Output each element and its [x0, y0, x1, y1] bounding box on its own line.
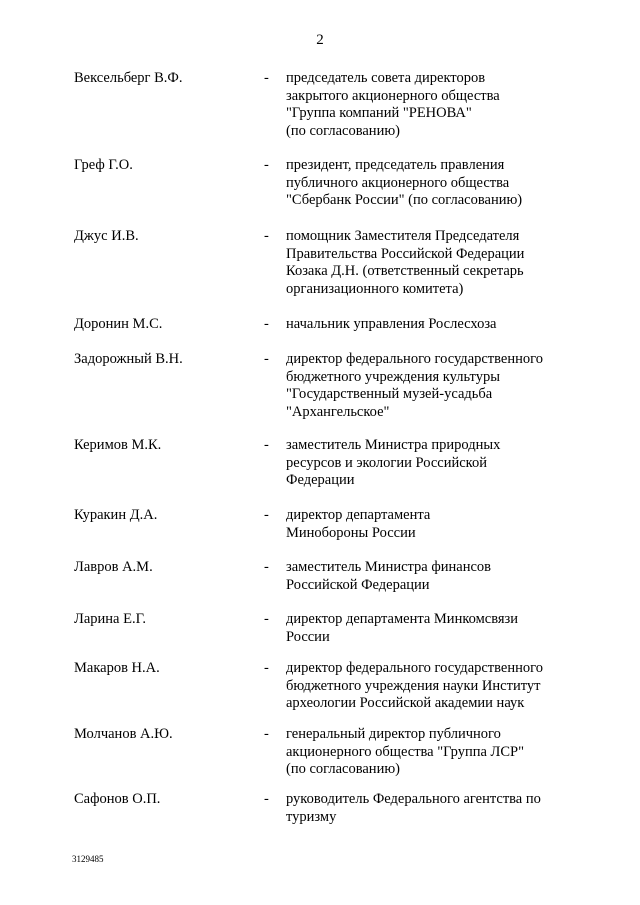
member-entry — [74, 559, 594, 594]
role-line: заместитель Министра природных — [286, 437, 501, 453]
member-name: Керимов М.К. — [74, 437, 162, 453]
dash-separator: - — [264, 611, 269, 627]
member-role — [286, 70, 594, 140]
member-entry — [74, 660, 594, 713]
role-line: (по согласованию) — [286, 122, 400, 139]
member-role — [286, 157, 594, 210]
role-line: заместитель Министра финансов — [286, 559, 491, 575]
role-line: "Архангельское" — [286, 403, 390, 420]
member-name: Молчанов А.Ю. — [74, 726, 173, 742]
member-entry — [74, 611, 594, 646]
role-line: туризму — [286, 808, 337, 825]
dash-separator: - — [264, 559, 269, 575]
page-number: 2 — [316, 32, 324, 48]
member-entry — [74, 157, 594, 210]
dash-separator: - — [264, 157, 269, 173]
member-entry — [74, 228, 594, 298]
role-line: "Государственный музей-усадьба — [286, 386, 493, 403]
member-role — [286, 660, 594, 713]
role-line: председатель совета директоров — [286, 70, 486, 86]
member-role — [286, 791, 594, 826]
role-line: директор федерального государственного — [286, 660, 543, 676]
member-entry — [74, 791, 594, 826]
dash-separator: - — [264, 228, 269, 244]
role-line: Минобороны России — [286, 524, 416, 541]
member-name: Лавров А.М. — [74, 559, 153, 575]
member-entry — [74, 507, 594, 542]
member-name: Куракин Д.А. — [74, 507, 158, 523]
member-role — [286, 437, 594, 490]
dash-separator: - — [264, 70, 269, 86]
dash-separator: - — [264, 316, 269, 332]
role-line: помощник Заместителя Председателя — [286, 228, 520, 244]
role-line: публичного акционерного общества — [286, 174, 510, 191]
member-entry — [74, 316, 594, 334]
member-name: Задорожный В.Н. — [74, 351, 183, 367]
member-role — [286, 228, 594, 298]
role-line: организационного комитета) — [286, 280, 464, 297]
role-line: Российской Федерации — [286, 576, 430, 593]
role-line: Федерации — [286, 472, 355, 489]
member-name: Ларина Е.Г. — [74, 611, 146, 627]
role-line: (по согласованию) — [286, 761, 400, 778]
role-line: руководитель Федерального агентства по — [286, 791, 541, 807]
member-role — [286, 507, 594, 542]
dash-separator: - — [264, 437, 269, 453]
member-name: Доронин М.С. — [74, 316, 163, 332]
member-name: Сафонов О.П. — [74, 791, 161, 807]
dash-separator: - — [264, 726, 269, 742]
document-code: 3129485 — [72, 854, 104, 864]
member-role — [286, 726, 594, 779]
dash-separator: - — [264, 791, 269, 807]
member-name: Макаров Н.А. — [74, 660, 160, 676]
member-entry — [74, 351, 594, 421]
role-line: президент, председатель правления — [286, 157, 505, 173]
member-entry — [74, 70, 594, 140]
role-line: археологии Российской академии наук — [286, 695, 525, 712]
role-line: акционерного общества "Группа ЛСР" — [286, 743, 525, 760]
member-entry — [74, 437, 594, 490]
role-line: ресурсов и экологии Российской — [286, 454, 487, 471]
member-entry — [74, 726, 594, 779]
member-role — [286, 316, 594, 334]
role-line: генеральный директор публичного — [286, 726, 501, 742]
role-line: Козака Д.Н. (ответственный секретарь — [286, 263, 524, 280]
role-line: Правительства Российской Федерации — [286, 245, 525, 262]
member-name: Вексельберг В.Ф. — [74, 70, 183, 86]
role-line: директор департамента — [286, 507, 431, 523]
member-name: Греф Г.О. — [74, 157, 133, 173]
role-line: закрытого акционерного общества — [286, 87, 500, 104]
role-line: "Группа компаний "РЕНОВА" — [286, 105, 472, 122]
role-line: бюджетного учреждения культуры — [286, 368, 500, 385]
role-line: директор федерального государственного — [286, 351, 543, 367]
member-name: Джус И.В. — [74, 228, 139, 244]
member-role — [286, 351, 594, 421]
dash-separator: - — [264, 351, 269, 367]
dash-separator: - — [264, 507, 269, 523]
dash-separator: - — [264, 660, 269, 676]
role-line: директор департамента Минкомсвязи — [286, 611, 519, 627]
role-line: России — [286, 628, 330, 645]
member-role — [286, 611, 594, 646]
role-line: бюджетного учреждения науки Институт — [286, 677, 541, 694]
role-line: начальник управления Рослесхоза — [286, 316, 497, 332]
role-line: "Сбербанк России" (по согласованию) — [286, 192, 523, 209]
member-role — [286, 559, 594, 594]
